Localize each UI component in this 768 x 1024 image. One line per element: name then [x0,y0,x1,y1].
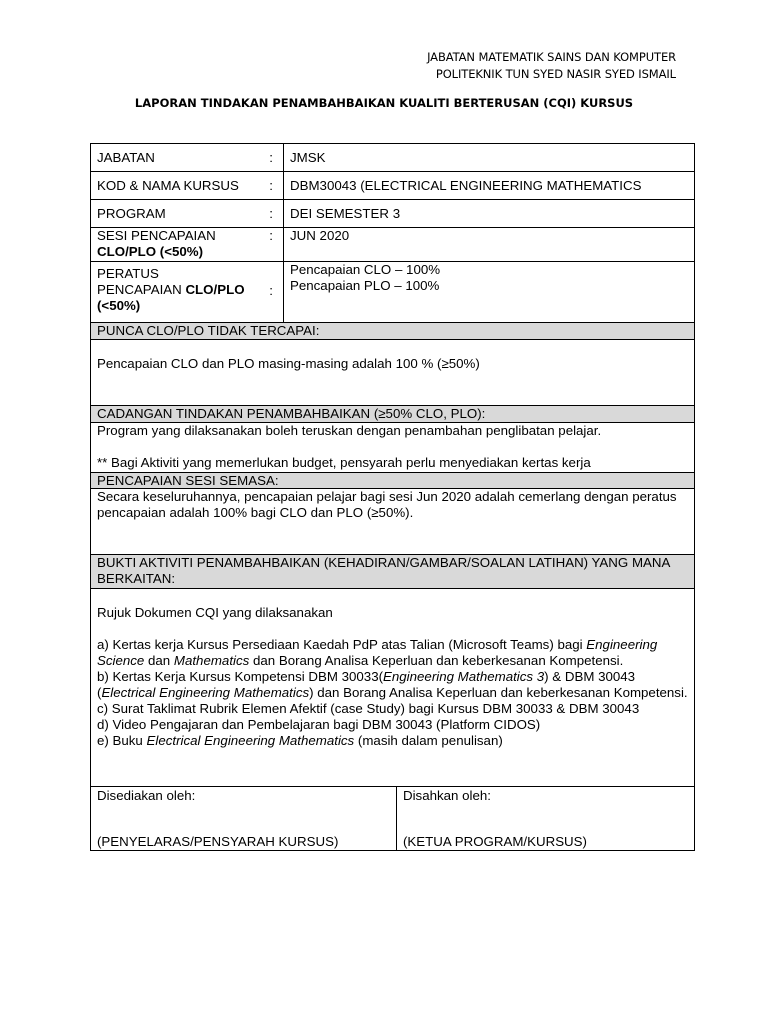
institution-name: POLITEKNIK TUN SYED NASIR SYED ISMAIL [435,67,676,81]
cadangan-text-2: ** Bagi Aktiviti yang memerlukan budget, pensyarah perlu menyediakan kertas kerja [97,455,591,470]
approved-role: (KETUA PROGRAM/KURSUS) [403,834,587,849]
approved-by-cell [397,787,694,850]
colon: : [269,228,273,243]
cqi-report-table [90,143,695,851]
prepared-by-cell [91,787,397,850]
approved-label: Disahkan oleh: [403,788,491,803]
kursus-label-cell [91,172,284,199]
sesi-value: JUN 2020 [290,228,350,243]
pencapaian-heading: PENCAPAIAN SESI SEMASA: [91,473,694,489]
item-a-italic: Mathematics [173,653,250,668]
row-kursus [91,172,694,200]
item-b-text: ) dan Borang Analisa Keperluan dan keberkesanan Kompetensi. [309,685,688,700]
program-label-cell [91,200,284,227]
peratus-value-cell [284,262,694,322]
peratus-label-line3: (<50%) [97,298,141,313]
item-b-text: b) Kertas Kerja Kursus Kompetensi DBM 30033( [97,669,384,684]
bukti-item-c: c) Surat Taklimat Rubrik Elemen Afektif (case Study) bagi Kursus DBM 30033 & DBM 30043 [97,701,640,716]
row-program [91,200,694,228]
item-a-text: a) Kertas kerja Kursus Persediaan Kaedah PdP atas Talian (Microsoft Teams) bagi [97,637,587,652]
punca-text: Pencapaian CLO dan PLO masing-masing adalah 100 % (≥50%) [91,340,694,406]
sesi-label-line2: CLO/PLO (<50%) [97,244,204,259]
row-peratus [91,262,694,323]
row-sesi [91,228,694,262]
colon: : [269,149,273,165]
cadangan-heading: CADANGAN TINDAKAN PENAMBAHBAIKAN (≥50% CLO, PLO): [91,406,694,423]
item-a-italic: Engineering Science [97,637,658,668]
kursus-value: DBM30043 (ELECTRICAL ENGINEERING MATHEMATICS [290,177,642,193]
bukti-item-b [97,669,688,701]
prepared-role: (PENYELARAS/PENSYARAH KURSUS) [97,834,339,849]
bukti-item-d: d) Video Pengajaran dan Pembelajaran bagi DBM 30043 (Platform CIDOS) [97,717,541,732]
item-e-text: (masih dalam penulisan) [354,733,503,748]
prepared-label: Disediakan oleh: [97,788,196,803]
bukti-intro: Rujuk Dokumen CQI yang dilaksanakan [97,605,333,620]
item-e-text: e) Buku [97,733,147,748]
punca-heading: PUNCA CLO/PLO TIDAK TERCAPAI: [91,323,694,340]
program-value: DEI SEMESTER 3 [290,205,401,221]
item-e-italic: Electrical Engineering Mathematics [146,733,355,748]
cadangan-body [91,423,694,473]
colon: : [269,177,273,193]
colon: : [269,283,273,298]
colon: : [269,205,273,221]
bukti-body [91,589,694,787]
bukti-item-e [97,733,688,749]
item-b-text: ) & DBM 30043 ( [97,669,636,700]
item-a-text: dan Borang Analisa Keperluan dan keberkesanan Kompetensi. [249,653,624,668]
peratus-label-cell [91,262,284,322]
jabatan-value: JMSK [290,149,326,165]
peratus-plo: Pencapaian PLO – 100% [290,278,440,293]
row-jabatan [91,144,694,172]
jabatan-label-cell [91,144,284,171]
sesi-label-line1: SESI PENCAPAIAN [97,228,216,243]
signature-row [91,787,694,850]
peratus-label-text: PENCAPAIAN [97,282,186,297]
item-b-italic: Electrical Engineering Mathematics [101,685,310,700]
bukti-heading: BUKTI AKTIVITI PENAMBAHBAIKAN (KEHADIRAN/GAMBAR/SOALAN LATIHAN) YANG MANA BERKAITAN: [91,555,694,589]
kursus-label: KOD & NAMA KURSUS [97,177,239,193]
peratus-clo: Pencapaian CLO – 100% [290,262,441,277]
pencapaian-text: Secara keseluruhannya, pencapaian pelajar bagi sesi Jun 2020 adalah cemerlang dengan peratus pencapaian adalah 100% bagi CLO dan PLO (≥50%). [91,489,694,555]
peratus-label-line2 [97,282,277,298]
sesi-label-cell [91,228,284,261]
bukti-item-a [97,637,688,669]
peratus-label-bold: CLO/PLO [185,282,245,297]
item-a-text: dan [144,653,174,668]
program-label: PROGRAM [97,205,166,221]
jabatan-label: JABATAN [97,149,155,165]
item-b-italic: Engineering Mathematics 3 [383,669,545,684]
cadangan-text-1: Program yang dilaksanakan boleh teruskan dengan penambahan penglibatan pelajar. [97,423,602,438]
document-header [427,49,676,83]
peratus-label-line1: PERATUS [97,266,159,281]
department-name: JABATAN MATEMATIK SAINS DAN KOMPUTER [427,50,676,64]
document-title: LAPORAN TINDAKAN PENAMBAHBAIKAN KUALITI BERTERUSAN (CQI) KURSUS [134,96,634,110]
